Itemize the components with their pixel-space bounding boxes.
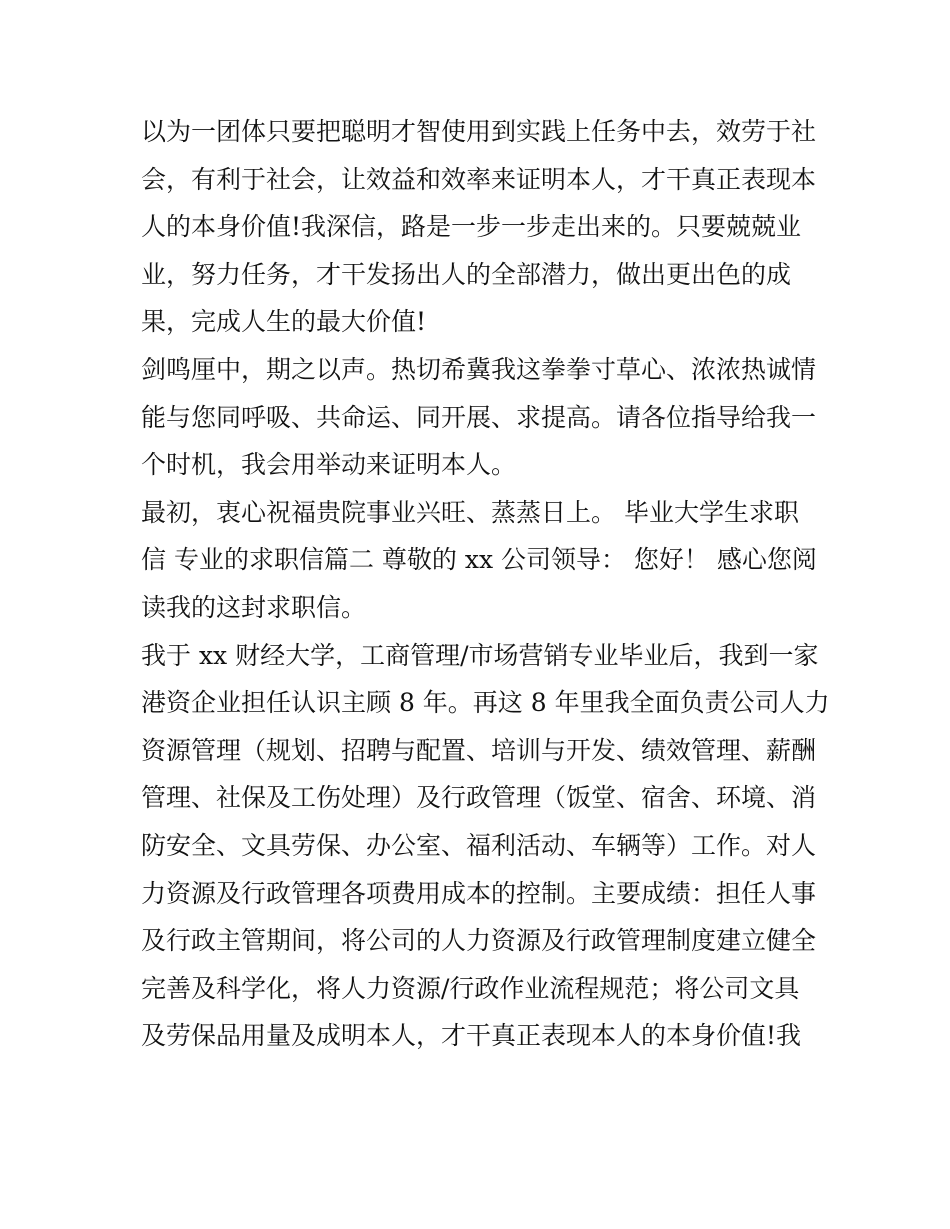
paragraph: [141, 632, 831, 1060]
text-line: 个时机，我会用举动来证明本人。: [141, 450, 517, 480]
text-line: 人的本身价值!我深信，路是一步一步走出来的。只要兢兢业: [141, 212, 802, 242]
text-line: 我于 xx 财经大学，工商管理/市场营销专业毕业后，我到一家: [141, 640, 819, 670]
text-line: 能与您同呼吸、共命运、同开展、求提高。请各位指导给我一: [141, 402, 817, 432]
text-line: 及劳保品用量及成明本人，才干真正表现本人的本身价值!我: [141, 1021, 802, 1051]
text-line: 信 专业的求职信篇二 尊敬的 xx 公司领导： 您好！ 感心您阅: [141, 545, 817, 575]
paragraph: [141, 346, 831, 489]
text-line: 以为一团体只要把聪明才智使用到实践上任务中去，效劳于社: [141, 117, 817, 146]
text-line: 完善及科学化，将人力资源/行政作业流程规范；将公司文具: [141, 973, 800, 1003]
text-line: 业，努力任务，才干发扬出人的全部潜力，做出更出色的成: [141, 259, 792, 289]
text-line: 力资源及行政管理各项费用成本的控制。主要成绩：担任人事: [141, 878, 817, 908]
text-line: 资源管理（规划、招聘与配置、培训与开发、绩效管理、薪酬: [141, 735, 817, 765]
text-line: 果，完成人生的最大价值!: [141, 307, 427, 337]
document-body: [141, 108, 831, 1060]
text-line: 读我的这封求职信。: [141, 592, 367, 622]
text-line: 剑鸣厘中，期之以声。热切希冀我这拳拳寸草心、浓浓热诚情: [141, 354, 817, 384]
text-line: 防安全、文具劳保、办公室、福利活动、车辆等）工作。对人: [141, 830, 817, 860]
text-line: 会，有利于社会，让效益和效率来证明本人，才干真正表现本: [141, 164, 817, 194]
text-line: 港资企业担任认识主顾 8 年。再这 8 年里我全面负责公司人力: [141, 688, 830, 718]
text-line: 及行政主管期间，将公司的人力资源及行政管理制度建立健全: [141, 926, 817, 956]
paragraph: [141, 489, 831, 632]
paragraph: [141, 108, 831, 346]
text-line: 最初，衷心祝福贵院事业兴旺、蒸蒸日上。 毕业大学生求职: [141, 497, 799, 527]
text-line: 管理、社保及工伤处理）及行政管理（饭堂、宿舍、环境、消: [141, 783, 817, 813]
